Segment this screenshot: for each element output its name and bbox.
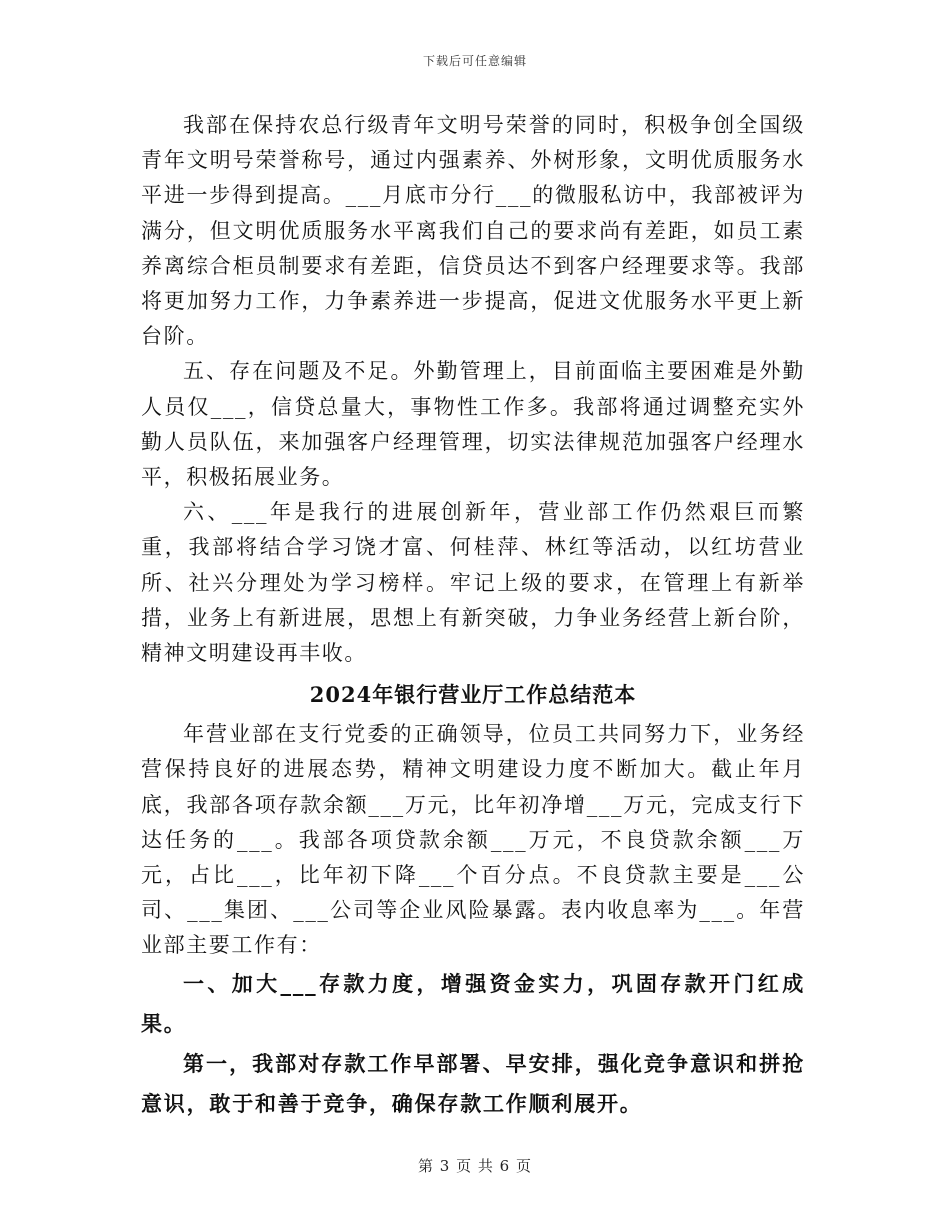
page-header: 下载后可任意编辑 — [422, 54, 527, 68]
document-body — [141, 108, 805, 1124]
paragraph-civilization: 我部在保持农总行级青年文明号荣誉的同时，积极争创全国级青年文明号荣誉称号，通过内强素养、外树形象，文明优质服务水平进一步得到提高。___月底市分行___的微服私访中，我部被评为满分，但文明优质服务水平离我们自己的要求尚有差距，如员工素养离综合柜员制要求有差距，信贷员达不到客户经理要求等。我部将更加努力工作，力争素养进一步提高，促进文优服务水平更上新台阶。 — [141, 113, 805, 349]
section-title: 2024年银行营业厅工作总结范本 — [309, 682, 637, 708]
page-footer: 第 3 页 共 6 页 — [418, 1157, 532, 1175]
paragraph-problems: 五、存在问题及不足。外勤管理上，目前面临主要困难是外勤人员仅___，信贷总量大，事物性工作多。我部将通过调整充实外勤人员队伍，来加强客户经理管理，切实法律规范加强客户经理水平，积极拓展业务。 — [141, 359, 805, 490]
bold-heading: 一、加大___存款力度，增强资金实力，巩固存款开门红成果。 — [141, 970, 805, 1036]
paragraph-innovation-year: 六、___年是我行的进展创新年，营业部工作仍然艰巨而繁重，我部将结合学习饶才富、何桂萍、林红等活动，以红坊营业所、社兴分理处为学习榜样。牢记上级的要求，在管理上有新举措，业务上有新进展，思想上有新突破，力争业务经营上新台阶，精神文明建设再丰收。 — [141, 500, 805, 666]
bold-paragraph: 第一，我部对存款工作早部署、早安排，强化竞争意识和拼抢意识，敢于和善于竞争，确保存款工作顺利展开。 — [141, 1050, 805, 1116]
paragraph-intro: 年营业部在支行党委的正确领导，位员工共同努力下，业务经营保持良好的进展态势，精神文明建设力度不断加大。截止年月底，我部各项存款余额___万元，比年初净增___万元，完成支行下达任务的___。我部各项贷款余额___万元，不良贷款余额___万元，占比___，比年初下降___个百分点。不良贷款主要是___公司、___集团、___公司等企业风险暴露。表内收息率为___。年营业部主要工作有： — [141, 722, 805, 958]
